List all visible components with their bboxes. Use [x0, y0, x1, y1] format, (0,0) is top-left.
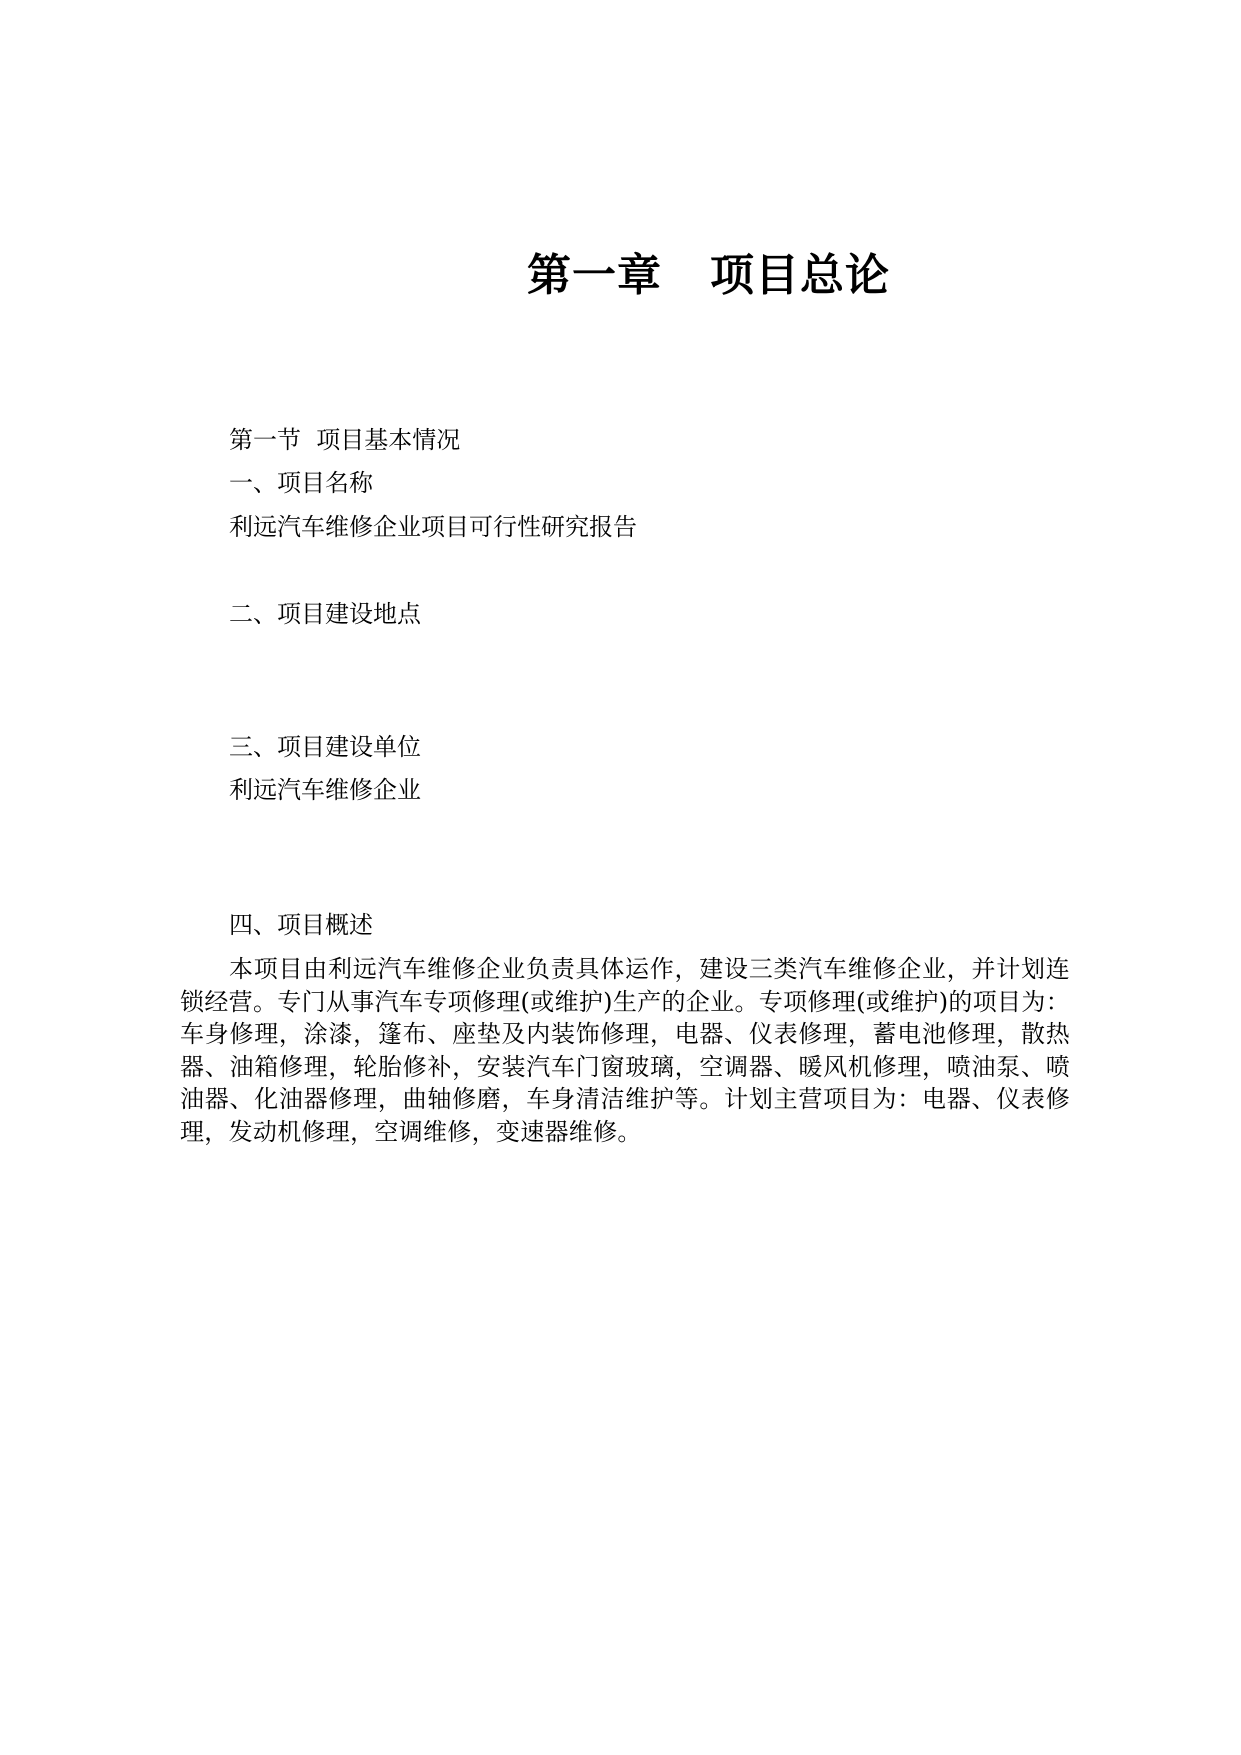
- overview-paragraph: 本项目由利远汽车维修企业负责具体运作，建设三类汽车维修企业，并计划连锁经营。专门从事汽车专项修理(或维护)生产的企业。专项修理(或维护)的项目为：车身修理，涂漆，篷布、座垫及内装饰修理，电器、仪表修理，蓄电池修理，散热器、油箱修理，轮胎修补，安装汽车门窗玻璃，空调器、暖风机修理，喷油泵、喷油器、化油器修理，曲轴修磨，车身清洁维护等。计划主营项目为：电器、仪表修理，发动机修理，空调维修，变速器维修。: [180, 955, 1070, 1146]
- construction-unit-text: 利远汽车维修企业: [229, 776, 421, 804]
- chapter-name: 项目总论: [710, 250, 890, 301]
- item-heading-unit: 三、项目建设单位: [229, 733, 421, 761]
- chapter-title: [527, 246, 890, 306]
- item-heading-location: 二、项目建设地点: [229, 600, 421, 628]
- section-heading: 第一节 项目基本情况: [229, 426, 461, 454]
- chapter-number: 第一章: [527, 250, 662, 301]
- item-heading-overview: 四、项目概述: [229, 911, 373, 939]
- item-heading-name: 一、项目名称: [229, 469, 373, 497]
- project-name-text: 利远汽车维修企业项目可行性研究报告: [229, 513, 637, 541]
